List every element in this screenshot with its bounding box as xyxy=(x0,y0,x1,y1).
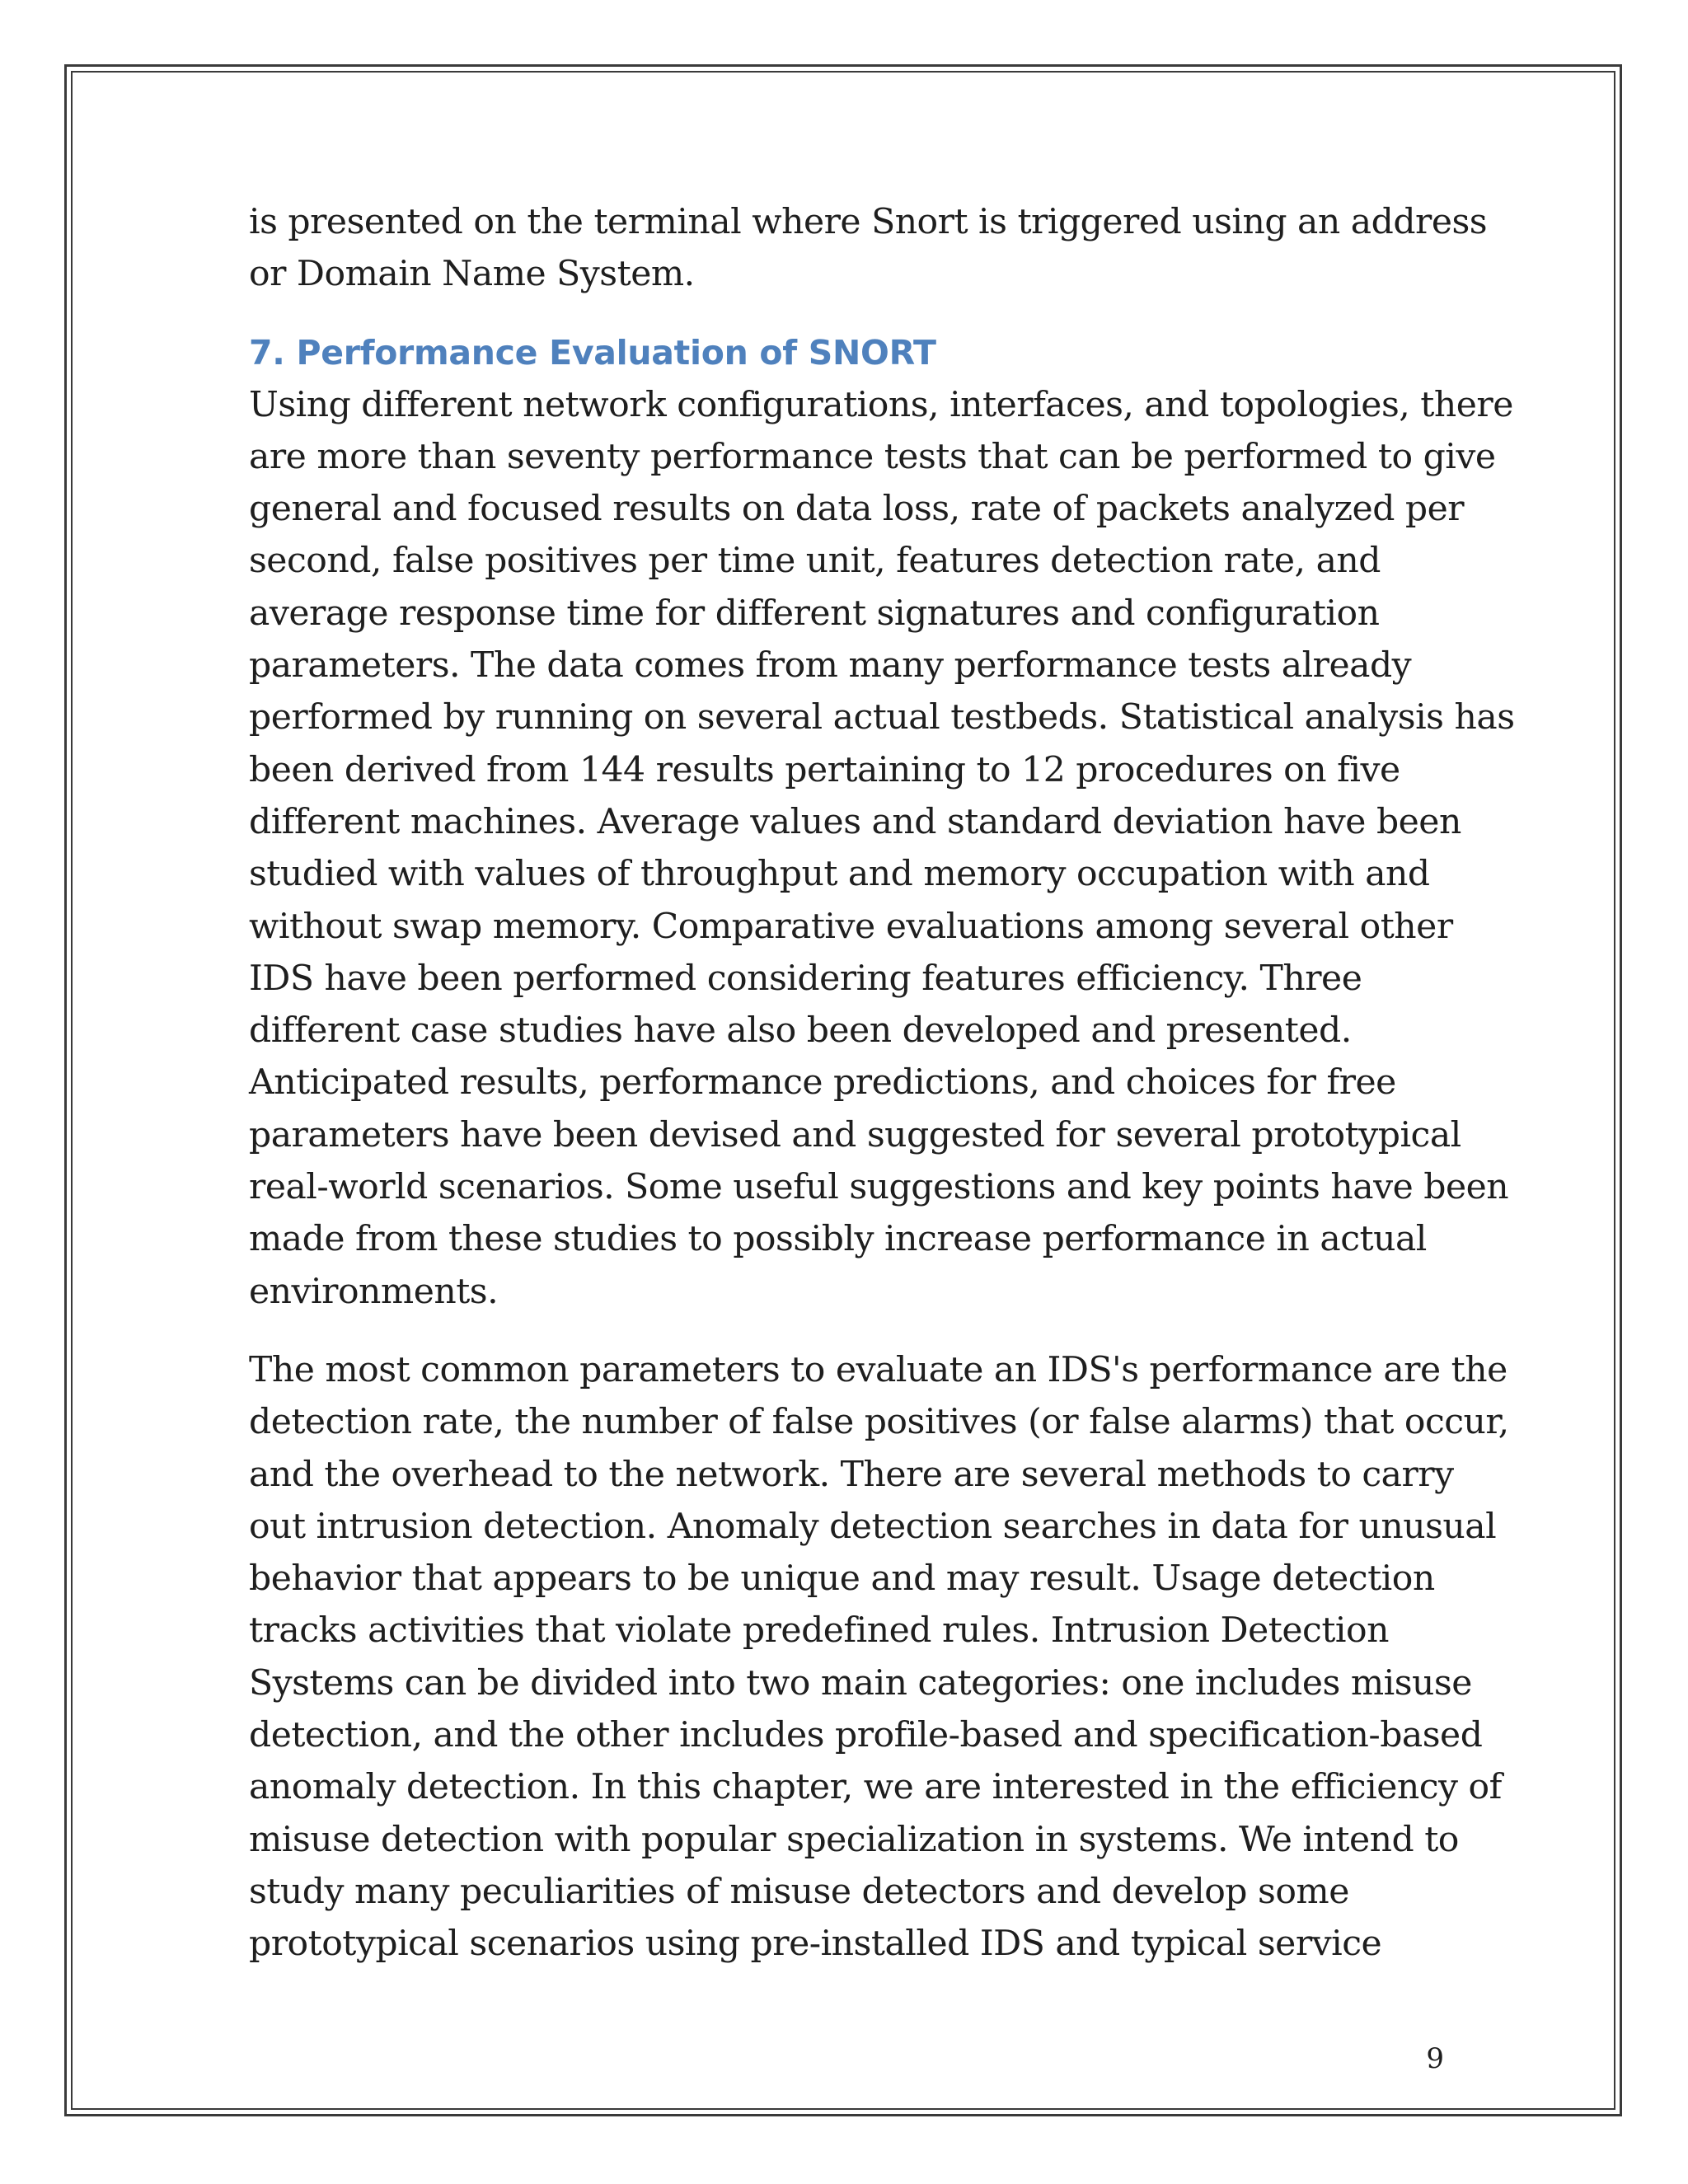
text-line: environments. xyxy=(249,1271,499,1312)
text-line: study many peculiarities of misuse detectors and develop some xyxy=(249,1871,1349,1912)
text-line: general and focused results on data loss, rate of packets analyzed per xyxy=(249,489,1465,530)
text-line: studied with values of throughput and memory occupation with and xyxy=(249,854,1430,895)
section-paragraph-1 xyxy=(249,379,1515,1318)
text-line: made from these studies to possibly increase performance in actual xyxy=(249,1219,1427,1260)
intro-paragraph xyxy=(249,196,1488,301)
text-line: parameters. The data comes from many performance tests already xyxy=(249,645,1412,687)
text-line: real-world scenarios. Some useful suggestions and key points have been xyxy=(249,1167,1509,1208)
text-line: tracks activities that violate predefined rules. Intrusion Detection xyxy=(249,1610,1389,1652)
text-line: different case studies have also been developed and presented. xyxy=(249,1010,1352,1052)
page-number: 9 xyxy=(1426,2042,1444,2075)
text-line: misuse detection with popular specialization in systems. We intend to xyxy=(249,1819,1459,1860)
page-content xyxy=(249,196,1515,1971)
text-line: detection rate, the number of false positives (or false alarms) that occur, xyxy=(249,1402,1509,1443)
text-line: Systems can be divided into two main categories: one includes misuse xyxy=(249,1662,1472,1704)
text-line: performed by running on several actual testbeds. Statistical analysis has xyxy=(249,697,1515,738)
text-line: is presented on the terminal where Snort is triggered using an address xyxy=(249,202,1488,242)
text-line: Anticipated results, performance predictions, and choices for free xyxy=(249,1062,1396,1104)
text-line: detection, and the other includes profile-based and specification-based xyxy=(249,1715,1483,1756)
text-line: anomaly detection. In this chapter, we are interested in the efficiency of xyxy=(249,1767,1502,1808)
paragraph-spacer xyxy=(249,1318,1452,1344)
section-heading: 7. Performance Evaluation of SNORT xyxy=(249,332,936,373)
section-paragraph-2 xyxy=(249,1344,1509,1971)
text-line: Using different network configurations, interfaces, and topologies, there xyxy=(249,384,1513,425)
text-line: are more than seventy performance tests that can be performed to give xyxy=(249,436,1496,477)
text-line: without swap memory. Comparative evaluations among several other xyxy=(249,906,1453,947)
text-line: prototypical scenarios using pre-installed IDS and typical service xyxy=(249,1924,1382,1965)
text-line: average response time for different signatures and configuration xyxy=(249,593,1380,634)
text-line: second, false positives per time unit, features detection rate, and xyxy=(249,541,1381,582)
text-line: out intrusion detection. Anomaly detection searches in data for unusual xyxy=(249,1506,1497,1547)
text-line: The most common parameters to evaluate an IDS's performance are the xyxy=(249,1349,1507,1390)
text-line: parameters have been devised and suggested for several prototypical xyxy=(249,1114,1461,1155)
text-line: IDS have been performed considering features efficiency. Three xyxy=(249,958,1362,999)
text-line: been derived from 144 results pertaining to 12 procedures on five xyxy=(249,749,1400,790)
text-line: different machines. Average values and standard deviation have been xyxy=(249,801,1461,842)
text-line: or Domain Name System. xyxy=(249,254,695,295)
text-line: behavior that appears to be unique and may result. Usage detection xyxy=(249,1558,1435,1600)
text-line: and the overhead to the network. There are several methods to carry xyxy=(249,1454,1454,1495)
